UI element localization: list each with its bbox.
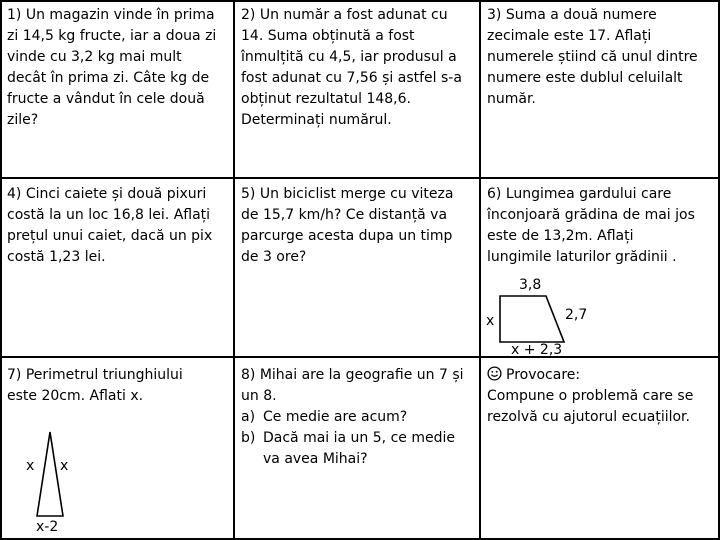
list-item-text: Dacă mai ia un 5, ce medie <box>263 430 455 446</box>
problem-text-line: Determinați numărul. <box>241 112 392 128</box>
problem-text-line: 5) Un biciclist merge cu viteza <box>241 186 454 202</box>
problem-text-line: de 15,7 km/h? Ce distanță va <box>241 207 448 223</box>
problem-text-line: Compune o problemă care se <box>487 388 694 404</box>
triangle-left-side-label: x <box>26 458 35 474</box>
grid-row-divider <box>0 356 720 358</box>
problem-1 <box>7 5 216 131</box>
problem-text-line: înconjoară grădina de mai jos <box>487 207 695 223</box>
problem-text-line: 8) Mihai are la geografie un 7 și <box>241 367 464 383</box>
problem-2 <box>241 5 462 131</box>
grid-column-divider <box>479 0 481 540</box>
smiley-icon <box>487 366 502 381</box>
problem-text-line: zi 14,5 kg fructe, iar a doua zi <box>7 28 217 44</box>
problem-text-line: fost adunat cu 7,56 și astfel s-a <box>241 70 462 86</box>
garden-right-side-label: 2,7 <box>565 307 588 323</box>
problem-text-line: este 20cm. Aflati x. <box>7 388 144 404</box>
problem-6 <box>487 184 695 268</box>
grid-border-top <box>0 0 720 2</box>
challenge-box <box>487 365 693 428</box>
problem-text-line: 4) Cinci caiete și două pixuri <box>7 186 207 202</box>
problem-text-line: 6) Lungimea gardului care <box>487 186 672 202</box>
problem-4 <box>7 184 212 268</box>
grid-column-divider <box>233 0 235 540</box>
problem-text-line: prețul unui caiet, dacă un pix <box>7 228 213 244</box>
challenge-title: Provocare: <box>506 367 581 383</box>
problem-text-line: numerele știind că unul dintre <box>487 49 698 65</box>
garden-left-side-label: x <box>486 313 495 329</box>
problem-text-line: vinde cu 3,2 kg mai mult <box>7 49 182 65</box>
list-item-text: va avea Mihai? <box>263 451 368 467</box>
question-list <box>241 407 464 470</box>
problem-5 <box>241 184 453 268</box>
problem-text-line: este de 13,2m. Aflați <box>487 228 634 244</box>
isosceles-triangle-figure <box>30 426 70 522</box>
triangle-base-label: x-2 <box>36 519 59 535</box>
list-marker <box>241 449 263 470</box>
problem-text-line: un 8. <box>241 388 277 404</box>
list-item <box>241 428 464 449</box>
problem-text-line: 2) Un număr a fost adunat cu <box>241 7 448 23</box>
problem-text-line: zile? <box>7 112 39 128</box>
problem-text-line: costă 1,23 lei. <box>7 249 106 265</box>
problem-text-line: costă la un loc 16,8 lei. Aflați <box>7 207 211 223</box>
problem-text-line: 7) Perimetrul triunghiului <box>7 367 183 383</box>
triangle-shape <box>37 432 63 516</box>
problem-text-line: de 3 ore? <box>241 249 307 265</box>
problem-text-line: parcurge acesta dupa un timp <box>241 228 453 244</box>
problem-text-line: decât în prima zi. Câte kg de <box>7 70 210 86</box>
garden-trapezoid-figure <box>494 290 574 350</box>
grid-border-left <box>0 0 2 540</box>
garden-top-side-label: 3,8 <box>519 277 542 293</box>
challenge-title-line <box>487 365 693 386</box>
list-item <box>241 407 464 428</box>
list-marker: b) <box>241 430 256 446</box>
list-item <box>241 449 464 470</box>
problem-text-line: lungimile laturilor grădinii . <box>487 249 677 265</box>
list-item-text: Ce medie are acum? <box>263 409 408 425</box>
problem-3 <box>487 5 698 110</box>
problem-text-line: 1) Un magazin vinde în prima <box>7 7 215 23</box>
problem-7 <box>7 365 183 407</box>
problem-text-line: număr. <box>487 91 536 107</box>
garden-bottom-side-label: x + 2,3 <box>511 342 563 358</box>
problem-text-line: fructe a vândut în cele două <box>7 91 205 107</box>
problem-text-line: zecimale este 17. Aflați <box>487 28 652 44</box>
garden-trapezoid-shape <box>500 296 564 342</box>
problem-8 <box>241 365 464 470</box>
triangle-right-side-label: x <box>60 458 69 474</box>
problem-text-line: obținut rezultatul 148,6. <box>241 91 411 107</box>
grid-row-divider <box>0 177 720 179</box>
problem-text-line: 14. Suma obținută a fost <box>241 28 415 44</box>
problem-text-line: rezolvă cu ajutorul ecuațiilor. <box>487 409 690 425</box>
problem-text-line: numere este dublul celuilalt <box>487 70 683 86</box>
problem-text-line: înmulțită cu 4,5, iar produsul a <box>241 49 457 65</box>
list-marker: a) <box>241 409 256 425</box>
problem-text-line: 3) Suma a două numere <box>487 7 657 23</box>
